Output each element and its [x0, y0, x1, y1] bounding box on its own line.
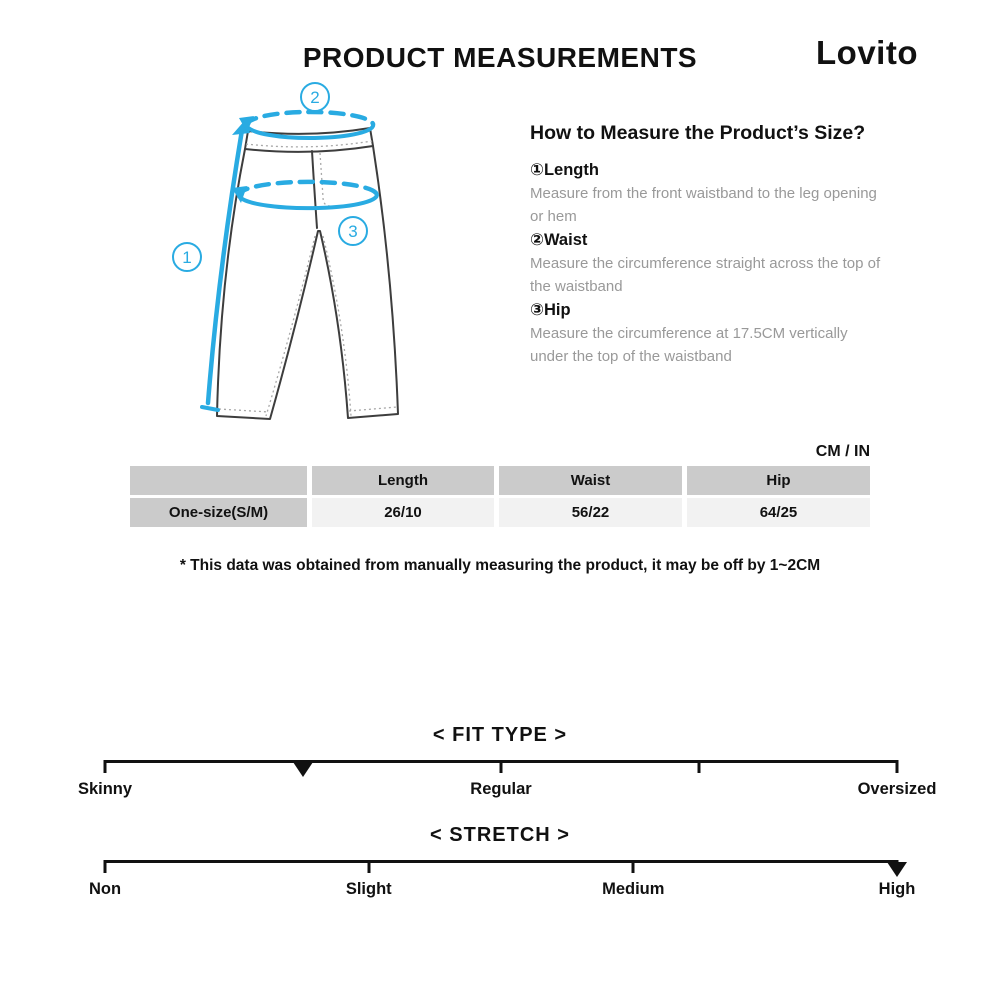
- instructions-heading: How to Measure the Product’s Size?: [530, 122, 866, 144]
- unit-label: CM / IN: [815, 443, 870, 460]
- instruction-label-hip: ③Hip: [530, 301, 571, 319]
- table-header-empty: [130, 466, 307, 495]
- scale-label-skinny: Skinny: [77, 780, 133, 798]
- scale-label-oversized: Oversized: [857, 780, 937, 798]
- scale-tick: [104, 860, 107, 873]
- scale-label-medium: Medium: [602, 880, 665, 898]
- instruction-desc-hip: Measure the circumference at 17.5CM vertically under the top of the waistband: [530, 325, 848, 365]
- scale-label-non: Non: [88, 880, 122, 898]
- instruction-item-waist: [530, 228, 898, 298]
- fit-type-scale: [77, 760, 937, 800]
- instruction-desc-length: Measure from the front waistband to the leg opening or hem: [530, 185, 877, 225]
- scale-label-slight: Slight: [345, 880, 392, 898]
- callout-3: [339, 217, 367, 245]
- scale-marker: [293, 762, 313, 777]
- instruction-item-length: [530, 158, 898, 228]
- scale-marker: [887, 862, 907, 877]
- table-header-hip: Hip: [687, 466, 870, 495]
- measurement-disclaimer: * This data was obtained from manually measuring the product, it may be off by 1~2CM: [179, 557, 821, 574]
- pants-outline: [217, 128, 398, 419]
- stretch-scale-line: [105, 860, 897, 863]
- fit-type-title: < FIT TYPE >: [432, 724, 568, 746]
- scale-tick: [698, 760, 701, 773]
- callout-2: [301, 83, 329, 111]
- scale-tick: [500, 760, 503, 773]
- table-header-length: Length: [312, 466, 494, 495]
- pants-measurement-diagram: [160, 80, 490, 435]
- scale-label-high: High: [878, 880, 916, 898]
- instruction-label-length: ①Length: [530, 161, 599, 179]
- page-title: PRODUCT MEASUREMENTS: [302, 42, 698, 73]
- scale-tick: [896, 760, 899, 773]
- scale-tick: [367, 860, 370, 873]
- instruction-label-waist: ②Waist: [530, 231, 588, 249]
- size-table: [130, 466, 870, 527]
- instruction-item-hip: [530, 298, 898, 368]
- lovito-logo: Lovito: [816, 34, 918, 71]
- table-value-length: 26/10: [312, 498, 494, 527]
- table-value-hip: 64/25: [687, 498, 870, 527]
- scale-tick: [632, 860, 635, 873]
- callout-1-number: 1: [182, 248, 192, 267]
- scale-tick: [104, 760, 107, 773]
- measure-instructions: [530, 122, 898, 368]
- callout-2-number: 2: [310, 88, 320, 107]
- stretch-title: < STRETCH >: [430, 824, 570, 846]
- table-row-size-label: One-size(S/M): [130, 498, 307, 527]
- instruction-desc-waist: Measure the circumference straight across the top of the waistband: [530, 255, 881, 295]
- fit-type-scale-line: [105, 760, 897, 763]
- callout-1: [173, 243, 201, 271]
- callout-3-number: 3: [348, 222, 358, 241]
- table-header-waist: Waist: [499, 466, 682, 495]
- table-value-waist: 56/22: [499, 498, 682, 527]
- stretch-scale: [88, 860, 916, 900]
- scale-label-regular: Regular: [470, 780, 532, 798]
